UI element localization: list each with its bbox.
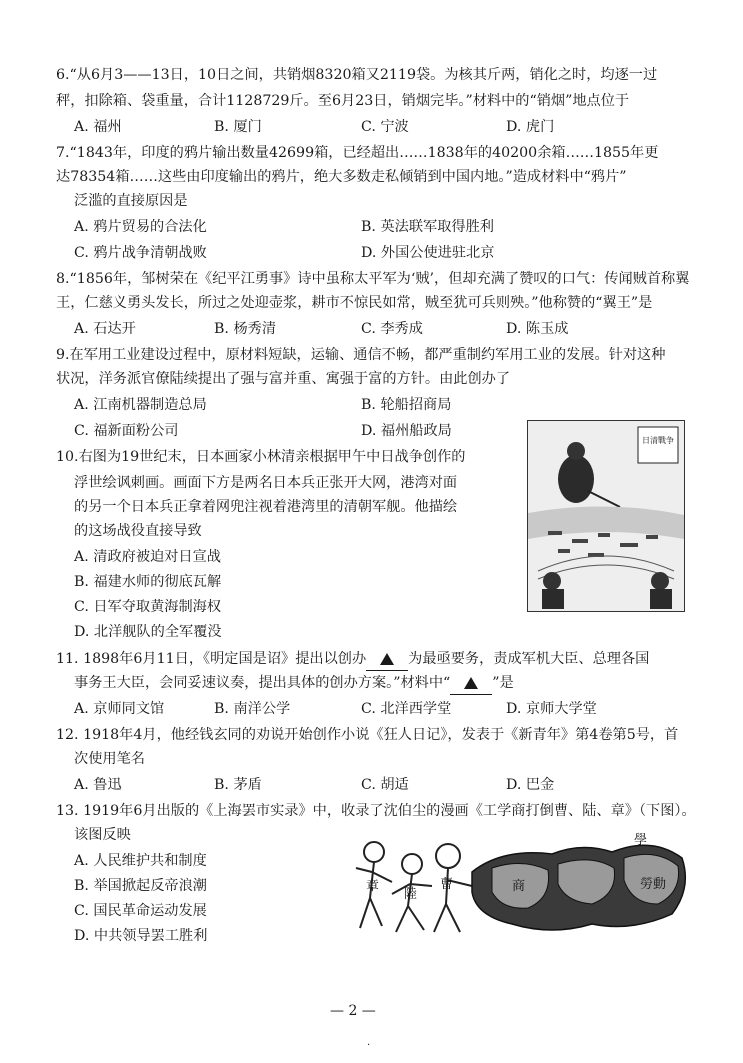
q10-option-a: A. 清政府被迫对日宣战 [74, 549, 221, 565]
q13-line1: 13. 1919年6月出版的《上海罢市实录》中，收录了沈伯尘的漫画《工学商打倒曹、陆、章》（下图）。 [56, 803, 696, 819]
q8-options [74, 318, 694, 340]
q13-option-c: C. 国民革命运动发展 [74, 903, 207, 919]
q11-option-c: C. 北洋西学堂 [361, 701, 452, 717]
q10-line1: 10.右图为19世纪末，日本画家小林清亲根据甲午中日战争创作的 [56, 449, 466, 465]
q11-line1 [56, 648, 704, 671]
page-number: — 2 — [330, 1003, 376, 1019]
q11-blank-1 [366, 648, 408, 671]
q13-option-d: D. 中共领导罢工胜利 [74, 928, 208, 944]
q11-line1-start: 11. 1898年6月11日，《明定国是诏》提出以创办 [56, 651, 367, 667]
q9-option-a: A. 江南机器制造总局 [74, 397, 207, 413]
q11-options [74, 698, 694, 720]
cartoon-label-cao: 曹 [440, 877, 454, 892]
q6-line1: 6.“从6月3——13日，10日之间，共销烟8320箱又2119袋。为核其斤两，销化之时，均逐一过 [56, 67, 658, 83]
q11-option-a: A. 京师同文馆 [74, 701, 165, 717]
ukiyoe-illustration [528, 421, 684, 611]
q6-option-b: B. 厦门 [214, 119, 262, 135]
q9-line1: 9.在军用工业建设过程中，原材料短缺，运输、通信不畅，都严重制约军用工业的发展。针对这种 [56, 347, 666, 363]
q8-option-b: B. 杨秀清 [214, 321, 277, 337]
q8-line1: 8.“1856年，邹树荣在《纪平江勇事》诗中虽称太平军为‘贼’，但却充满了赞叹的口气：传闻贼首称翼 [56, 271, 690, 287]
q8-line2: 王，仁慈义勇头发长，所过之处迎壶浆，耕市不惊民如常，贼至犹可兵则殃。”他称赞的“翼王”是 [56, 295, 653, 311]
q11-line1-end: 为最亟要务，责成军机大臣、总理各国 [408, 651, 650, 667]
q13-line2: 该图反映 [74, 827, 131, 843]
q7-options [74, 216, 694, 264]
q9-option-c: C. 福新面粉公司 [74, 423, 179, 439]
q10-options [74, 546, 494, 646]
q12-option-b: B. 茅盾 [214, 777, 262, 793]
cartoon-label-lu: 陸 [404, 887, 418, 902]
q7-option-c: C. 鸦片战争清朝战败 [74, 245, 207, 261]
cartoon-figure [352, 828, 692, 944]
q12-option-d: D. 巴金 [506, 777, 555, 793]
q10-option-b: B. 福建水师的彻底瓦解 [74, 574, 222, 590]
q12-line1: 12. 1918年4月，他经钱玄同的劝说开始创作小说《狂人日记》，发表于《新青年》第4卷第5号，首 [56, 727, 679, 743]
q8-option-c: C. 李秀成 [361, 321, 423, 337]
q11-option-d: D. 京师大学堂 [506, 701, 597, 717]
q10-line3: 的另一个日本兵正拿着网兜注视着港湾里的清朝军舰。他描绘 [74, 499, 458, 515]
q11-line2 [74, 672, 722, 695]
q7-option-a: A. 鸦片贸易的合法化 [74, 219, 207, 235]
q12-option-a: A. 鲁迅 [74, 777, 122, 793]
workers-students-merchants-cartoon [352, 828, 692, 944]
footer-dot: · [367, 1040, 371, 1051]
q7-line1: 7.“1843年，印度的鸦片输出数量42699箱，已经超出……1838年的40200余箱……1855年更 [56, 145, 659, 161]
q13-options [74, 850, 334, 950]
q9-option-d: D. 福州船政局 [361, 423, 452, 439]
q10-option-d: D. 北洋舰队的全军覆没 [74, 624, 222, 640]
q9-line2: 状况，洋务派官僚陆续提出了强与富并重、寓强于富的方针。由此创办了 [56, 371, 511, 387]
ukiyoe-satire-figure [527, 420, 685, 612]
q7-option-d: D. 外国公使进驻北京 [361, 245, 495, 261]
q10-line2: 浮世绘讽刺画。画面下方是两名日本兵正张开大网，港湾对面 [74, 475, 458, 491]
q13-option-b: B. 举国掀起反帝浪潮 [74, 878, 207, 894]
q6-line2: 秤，扣除箱、袋重量，合计1128729斤。至6月23日，销烟完毕。”材料中的“销烟”地点位于 [56, 93, 630, 109]
q6-option-c: C. 宁波 [361, 119, 409, 135]
blank-triangle-icon [464, 677, 478, 689]
figure-title-text: 日清戰争 [642, 436, 674, 445]
cartoon-label-shang: 商 [512, 879, 526, 894]
q7-line3: 泛滥的直接原因是 [74, 193, 188, 209]
q13-option-a: A. 人民维护共和制度 [74, 853, 207, 869]
cartoon-label-zhang: 章 [366, 879, 380, 894]
q10-line4: 的这场战役直接导致 [74, 523, 202, 539]
blank-triangle-icon [380, 653, 394, 665]
q12-option-c: C. 胡适 [361, 777, 409, 793]
q11-line2-start: 事务王大臣，会同妥速议奏，提出具体的创办方案。”材料中“ [74, 675, 451, 691]
q11-option-b: B. 南洋公学 [214, 701, 291, 717]
q7-option-b: B. 英法联军取得胜利 [361, 219, 494, 235]
q12-options [74, 774, 694, 796]
cartoon-label-laodong: 勞動 [640, 877, 667, 892]
q9-option-b: B. 轮船招商局 [361, 397, 452, 413]
q11-line2-end: ”是 [492, 675, 514, 691]
q6-options [74, 116, 694, 138]
q12-line2: 次使用笔名 [74, 751, 145, 767]
q11-blank-2 [450, 672, 492, 695]
q9-options [74, 394, 524, 442]
q6-option-a: A. 福州 [74, 119, 122, 135]
q10-option-c: C. 日军夺取黄海制海权 [74, 599, 222, 615]
q8-option-a: A. 石达开 [74, 321, 136, 337]
q8-option-d: D. 陈玉成 [506, 321, 569, 337]
q7-line2: 达78354箱……这些由印度输出的鸦片，绝大多数走私倾销到中国内地。”造成材料中“鸦片” [56, 169, 627, 185]
cartoon-label-xue: 學 [634, 833, 648, 848]
q6-option-d: D. 虎门 [506, 119, 555, 135]
